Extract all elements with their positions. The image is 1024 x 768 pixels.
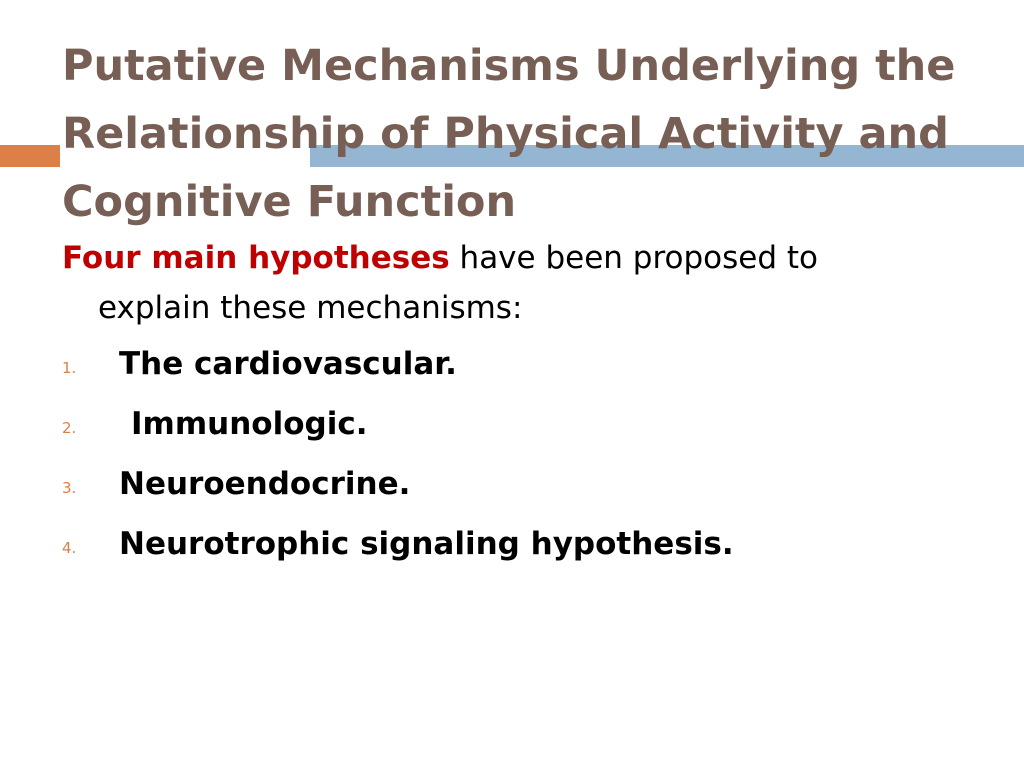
list-item-text: Neurotrophic signaling hypothesis. bbox=[119, 526, 734, 562]
intro-line-2: explain these mechanisms: bbox=[98, 290, 523, 326]
intro-highlight: Four main hypotheses bbox=[62, 240, 450, 276]
list-item bbox=[62, 517, 982, 577]
list-item-text: Neuroendocrine. bbox=[119, 466, 411, 502]
list-item-text: The cardiovascular. bbox=[119, 346, 457, 382]
list-item-number: 3. bbox=[62, 479, 77, 497]
accent-bar-orange bbox=[0, 145, 60, 167]
slide-title: Putative Mechanisms Underlying the Relationship of Physical Activity and Cognitive Function bbox=[62, 41, 956, 227]
list-item-text: Immunologic. bbox=[131, 406, 368, 442]
list-item-number: 2. bbox=[62, 419, 77, 437]
list-item bbox=[62, 397, 982, 457]
intro-line bbox=[62, 233, 982, 283]
list-item bbox=[62, 457, 982, 517]
intro-rest: have been proposed to bbox=[449, 240, 819, 276]
list-item bbox=[62, 337, 982, 397]
slide-body bbox=[62, 233, 982, 577]
list-item-number: 1. bbox=[62, 359, 77, 377]
list-item-number: 4. bbox=[62, 539, 77, 557]
hypotheses-list bbox=[62, 337, 982, 577]
